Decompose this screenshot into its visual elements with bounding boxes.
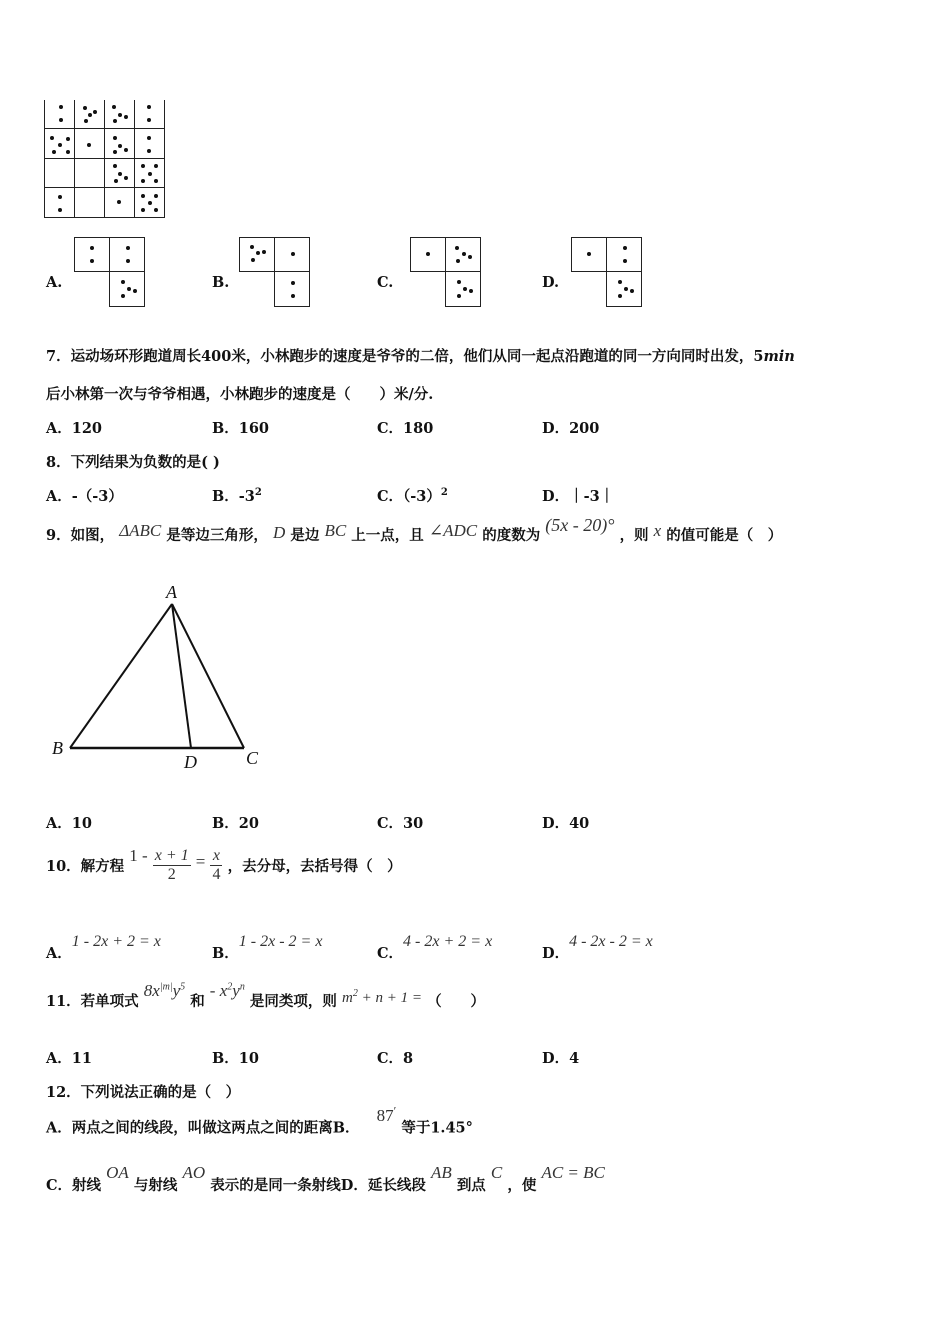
q7-stem-line2: 后小林第一次与爷爷相遇，小林跑步的速度是（ ）米/分. [46,386,434,403]
q9-option-b[interactable]: B．20 [212,815,259,832]
q9-option-d[interactable]: D．40 [542,815,590,832]
q12-option-a[interactable]: A．两点之间的线段，叫做这两点之间的距离 [46,1119,333,1137]
fraction-x-over-4: $\frac{x}{4}$ [212,847,221,883]
q12-stem: 12．下列说法正确的是（ ） [46,1084,241,1101]
q6-option-b-figure[interactable] [239,237,311,309]
q10-option-d[interactable]: D．4 - 2x - 2 = x [542,933,653,962]
q6-option-c-label[interactable]: C. [377,274,394,291]
q9-triangle-figure [48,582,273,777]
triangle-svg [48,582,273,777]
q6-option-a-label[interactable]: A. [46,274,63,291]
q11-option-c[interactable]: C．8 [377,1050,414,1067]
q8-stem: 8．下列结果为负数的是( ) [46,454,220,471]
dice-net-grid [44,100,165,218]
q6-option-d-label[interactable]: D. [542,274,560,291]
q9-option-a[interactable]: A．10 [46,815,92,832]
q6-option-c-figure[interactable] [410,237,482,309]
q12-option-c[interactable]: C．射线 [46,1177,102,1194]
q10-option-c[interactable]: C．4 - 2x + 2 = x [377,933,493,962]
q10-option-a[interactable]: A．1 - 2x + 2 = x [46,933,161,962]
q11-option-b[interactable]: B．10 [212,1050,259,1067]
q12-row-cd: C．射线 OA 与射线 AO 表示的是同一条射线D．延长线段 AB 到点 C ，使 AC = BC [46,1163,605,1194]
side-ab [70,604,172,748]
q8-option-d[interactable]: D．｜-3｜ [542,488,615,505]
vertex-a-label: A [166,582,177,602]
fraction-x-plus-1-over-2: $\frac{x + 1}{2}$ [154,847,189,883]
q12-option-d[interactable]: D．延长线段 [340,1177,426,1194]
vertex-b-label: B [52,738,63,758]
q7-option-a[interactable]: A．120 [46,420,103,437]
q6-option-b-label[interactable]: B. [212,274,230,291]
q6-option-d-figure[interactable] [571,237,643,309]
q11-stem: 11．若单项式 $8x^{|m|}y^5$ 和 - $x^2y^n$ 是同类项，则 $m^2 + n + 1$ = （ ） [46,981,486,1010]
q7-option-c[interactable]: C．180 [377,420,434,437]
q12-row-ab: A．两点之间的线段，叫做这两点之间的距离B． 87′ 等于1.45° [46,1103,473,1137]
q10-stem: 10．解方程 1 - $\frac{x + 1}{2}$ = $\frac{x}{4}$ ，去分母，去括号得（ ） [46,845,402,883]
q8-option-a[interactable]: A．-（-3） [46,488,123,505]
vertex-c-label: C [246,748,259,768]
q8-option-c[interactable]: C．$(-3)^2$ [377,487,448,505]
q6-option-a-figure[interactable] [74,237,146,309]
q9-stem: 9．如图， ΔABC 是等边三角形， D 是边 BC 上一点，且 ∠ADC 的度数为 (5x - 20)° ，则 x 的值可能是（ ） [46,515,783,544]
q7-stem-line1: 7．运动场环形跑道周长400米，小林跑步的速度是爷爷的二倍，他们从同一起点沿跑道的同一方向同时出发，5min [46,348,795,365]
side-ac [172,604,244,748]
q8-option-b[interactable]: B．$-3^2$ [212,487,262,505]
point-d-label: D [184,752,197,772]
q11-option-a[interactable]: A．11 [46,1050,92,1067]
q7-option-d[interactable]: D．200 [542,420,600,437]
segment-ad [172,604,191,748]
q10-option-b[interactable]: B．1 - 2x - 2 = x [212,933,323,962]
q12-option-b-letter[interactable]: B． [332,1119,360,1137]
q7-option-b[interactable]: B．160 [212,420,270,437]
q9-option-c[interactable]: C．30 [377,815,424,832]
q11-option-d[interactable]: D．4 [542,1050,580,1067]
